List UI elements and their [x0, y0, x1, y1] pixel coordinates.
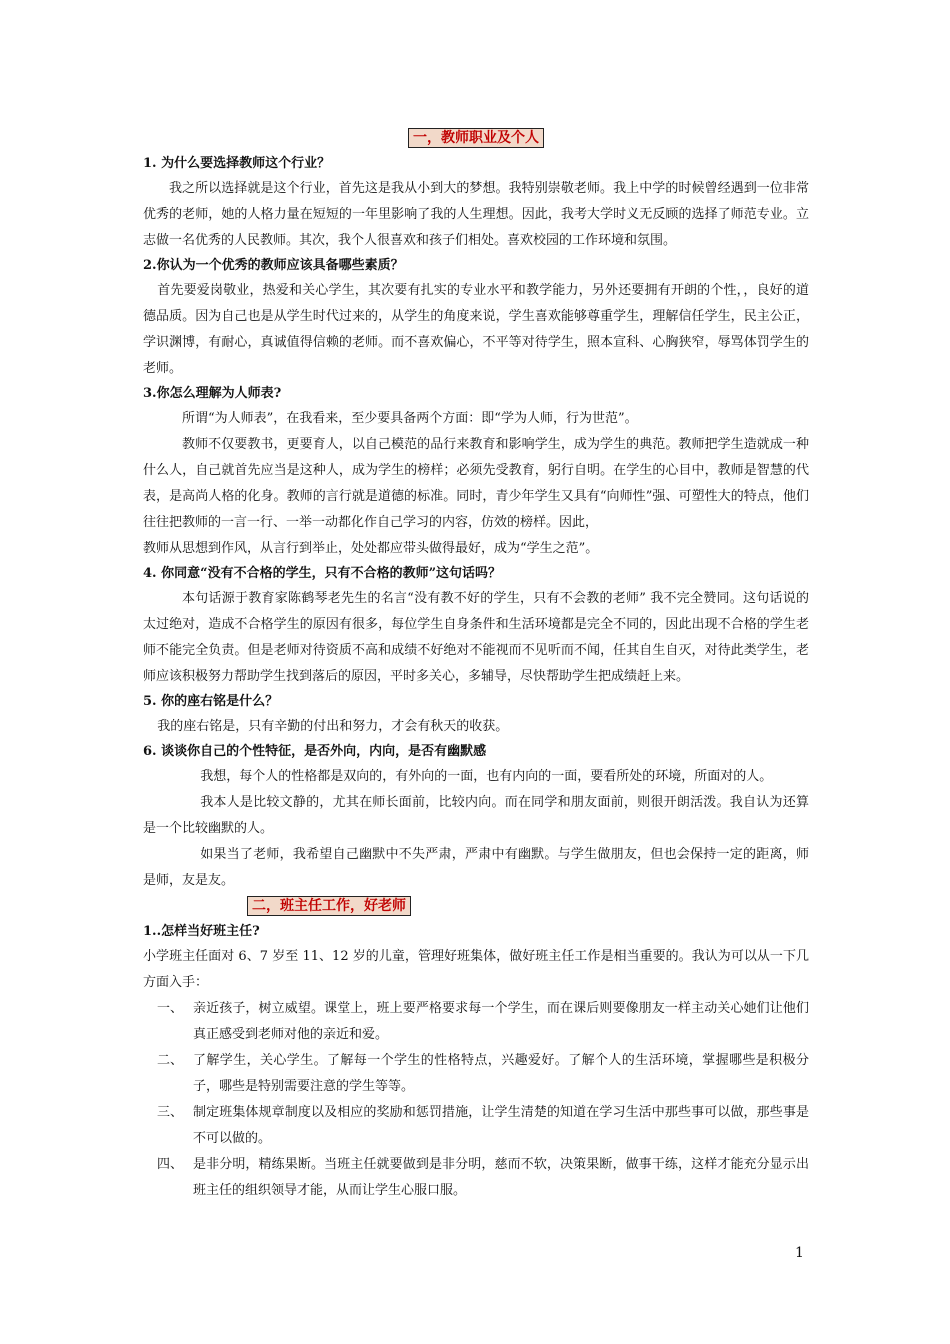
section-2-heading-wrap [143, 894, 809, 920]
list-item-text: 制定班集体规章制度以及相应的奖励和惩罚措施，让学生清楚的知道在学习生活中那些事可以做，那些事是不可以做的。 [193, 1105, 809, 1146]
question-3: 3.你怎么理解为人师表? [143, 386, 282, 401]
answer-4: 本句话源于教育家陈鹤琴老先生的名言“没有教不好的学生，只有不会教的老师” 我不完全赞同。这句话说的太过绝对，造成不合格学生的原因有很多，每位学生自身条件和生活环境都是完全不同的，因此出现不合格的学生老师不能完全负责。但是老师对待资质不高和成绩不好绝对不能视而不见听而不闻，任其自生自灭，对待此类学生，老师应该积极努力帮助学生找到落后的原因，平时多关心，多辅导，尽快帮助学生把成绩赶上来。 [143, 591, 809, 684]
section-2-intro: 小学班主任面对 6、7 岁至 11、12 岁的儿童，管理好班集体，做好班主任工作是相当重要的。我认为可以从一下几方面入手： [143, 949, 809, 990]
list-item-number: 二、 [157, 1053, 184, 1068]
question-1: 1. 为什么要选择教师这个行业？ [143, 156, 331, 171]
answer-6-part-3: 如果当了老师，我希望自己幽默中不失严肃，严肃中有幽默。与学生做朋友，但也会保持一定的距离，师是师，友是友。 [143, 847, 809, 888]
section-1-heading: 一，教师职业及个人 [408, 128, 544, 148]
list-item-text: 了解学生，关心学生。了解每一个学生的性格特点，兴趣爱好。了解个人的生活环境，掌握哪些是积极分子，哪些是特别需要注意的学生等等。 [193, 1053, 809, 1094]
page-number: 1 [795, 1245, 804, 1261]
question-4: 4. 你同意“没有不合格的学生，只有不合格的教师”这句话吗？ [143, 566, 502, 581]
section-1-heading-wrap [143, 124, 809, 150]
answer-2: 首先要爱岗敬业，热爱和关心学生，其次要有扎实的专业水平和教学能力，另外还要拥有开朗的个性，，良好的道德品质。因为自己也是从学生时代过来的，从学生的角度来说，学生喜欢能够尊重学生，理解信任学生，民主公正，学识渊博，有耐心，真诚值得信赖的老师。而不喜欢偏心，不平等对待学生，照本宣科、心胸狭窄，辱骂体罚学生的老师。 [143, 283, 809, 376]
document-page [143, 124, 809, 1204]
list-item [143, 1152, 809, 1204]
answer-5: 我的座右铭是，只有辛勤的付出和努力，才会有秋天的收获。 [157, 719, 509, 734]
list-item [143, 996, 809, 1048]
list-item-text: 亲近孩子，树立威望。课堂上，班上要严格要求每一个学生，而在课后则要像朋友一样主动关心她们让他们真正感受到老师对他的亲近和爱。 [193, 1001, 809, 1042]
answer-6-part-1: 我想，每个人的性格都是双向的，有外向的一面，也有内向的一面，要看所处的环境，所面对的人。 [200, 769, 773, 784]
list-item [143, 1048, 809, 1100]
answer-3-part-1: 所谓“为人师表”，在我看来，至少要具备两个方面：即“学为人师，行为世范”。 [182, 411, 638, 426]
section-2-question-1: 1..怎样当好班主任? [143, 924, 260, 939]
answer-1: 我之所以选择就是这个行业，首先这是我从小到大的梦想。我特别崇敬老师。我上中学的时候曾经遇到一位非常优秀的老师，她的人格力量在短短的一年里影响了我的人生理想。因此，我考大学时义无反顾的选择了师范专业。立志做一名优秀的人民教师。其次，我个人很喜欢和孩子们相处。喜欢校园的工作环境和氛围。 [143, 181, 809, 248]
question-2: 2.你认为一个优秀的教师应该具备哪些素质？ [143, 258, 404, 273]
section-2-heading: 二，班主任工作，好老师 [247, 896, 411, 916]
answer-3-part-2: 教师不仅要教书，更要育人，以自己模范的品行来教育和影响学生，成为学生的典范。教师把学生造就成一种什么人，自己就首先应当是这种人，成为学生的榜样；必须先受教育，躬行自明。在学生的心目中，教师是智慧的代表，是高尚人格的化身。教师的言行就是道德的标准。同时，青少年学生又具有“向师性”强、可塑性大的特点，他们往往把教师的一言一行、一举一动都化作自己学习的内容，仿效的榜样。因此， [143, 437, 809, 530]
list-item-number: 四、 [157, 1157, 184, 1172]
list-item-text: 是非分明，精练果断。当班主任就要做到是非分明，慈而不软，决策果断，做事干练，这样才能充分显示出班主任的组织领导才能，从而让学生心服口服。 [193, 1157, 809, 1198]
question-6: 6. 谈谈你自己的个性特征，是否外向，内向，是否有幽默感 [143, 744, 487, 759]
answer-6-part-2: 我本人是比较文静的，尤其在师长面前，比较内向。而在同学和朋友面前，则很开朗活泼。我自认为还算是一个比较幽默的人。 [143, 795, 809, 836]
question-5: 5. 你的座右铭是什么？ [143, 694, 279, 709]
answer-3-part-3: 教师从思想到作风，从言行到举止，处处都应带头做得最好，成为“学生之范”。 [143, 541, 599, 556]
list-item-number: 三、 [157, 1105, 184, 1120]
list-item [143, 1100, 809, 1152]
list-item-number: 一、 [157, 1001, 184, 1016]
